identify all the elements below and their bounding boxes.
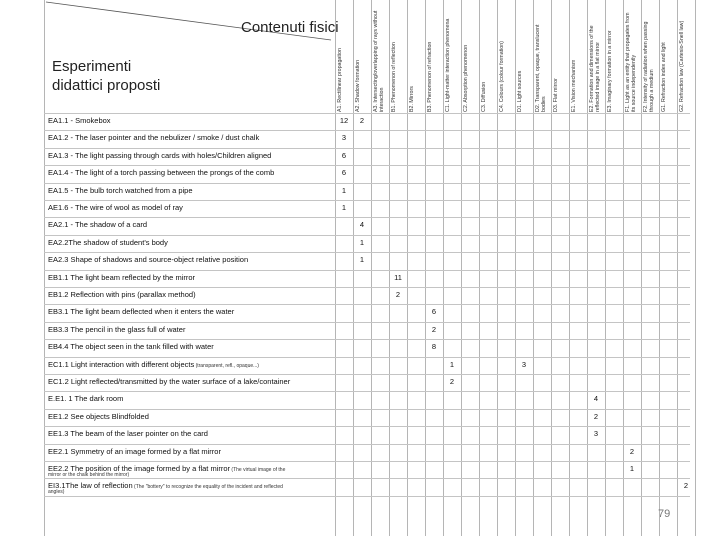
- cell-value: 2: [683, 481, 689, 491]
- grid-line-horizontal: [44, 496, 690, 497]
- experiment-name: EA1.1 - Smokebox: [48, 116, 111, 125]
- experiment-name: EE1.2 See objects Blindfolded: [48, 411, 149, 421]
- grid-line-horizontal: [44, 113, 690, 114]
- column-header: A1. Rectilinear propagation: [337, 48, 343, 112]
- grid-line-horizontal: [44, 322, 690, 323]
- column-header: A3. Intersecting/overlapping of rays without interaction: [373, 10, 385, 112]
- experiment-row-label: [48, 377, 290, 386]
- cell-value: 6: [431, 307, 437, 317]
- experiment-name: EB3.3 The pencil in the glass full of water: [48, 324, 186, 334]
- experiment-name: EB4.4 The object seen in the tank filled with water: [48, 342, 214, 352]
- grid-line-vertical: [371, 0, 372, 536]
- cell-value: 2: [431, 324, 437, 334]
- experiment-row-label: [48, 116, 111, 125]
- experiment-row-label: [48, 203, 183, 212]
- grid-line-vertical: [335, 0, 336, 536]
- column-header: F1. Light as an entity that propagates from its source independently: [625, 12, 637, 112]
- experiment-row-label: [48, 325, 185, 334]
- experiment-row-label: [48, 220, 147, 229]
- grid-line-vertical: [479, 0, 480, 536]
- cell-value: 1: [341, 203, 347, 212]
- grid-line-horizontal: [44, 444, 690, 445]
- grid-line-vertical: [605, 0, 606, 536]
- experiment-row-label: [48, 429, 208, 438]
- grid-line-horizontal: [44, 391, 690, 392]
- experiment-row-label: [48, 307, 234, 316]
- cell-value: 1: [449, 359, 455, 369]
- experiment-row-label: [48, 342, 214, 351]
- grid-line-vertical: [515, 0, 516, 536]
- grid-line-horizontal: [44, 478, 690, 479]
- column-header: C1. Light-matter interaction phenomena: [445, 18, 451, 112]
- grid-line-horizontal: [44, 287, 690, 288]
- cell-value: 2: [395, 290, 401, 299]
- experiment-name: EA2.2The shadow of student's body: [48, 237, 168, 247]
- grid-line-vertical: [407, 0, 408, 536]
- experiment-row-label: [48, 255, 248, 264]
- grid-line-horizontal: [44, 165, 690, 166]
- experiment-name: EA1.5 - The bulb torch watched from a pipe: [48, 185, 193, 195]
- grid-line-horizontal: [44, 200, 690, 201]
- column-header: C3. Diffusion: [481, 81, 487, 112]
- cell-value: 1: [359, 237, 365, 247]
- grid-line-horizontal: [44, 183, 690, 184]
- experiment-name: EB3.1 The light beam deflected when it enters the water: [48, 307, 235, 317]
- experiment-note-continuation: mirror or the chalk behind the mirror): [48, 472, 130, 478]
- experiment-row-label: [48, 412, 149, 421]
- experiment-name: AE1.6 - The wire of wool as model of ray: [48, 203, 183, 212]
- experiment-note: (transparent, refl., opaque...): [194, 362, 259, 369]
- cell-value: 2: [359, 116, 365, 125]
- experiment-name: E.E1. 1 The dark room: [48, 394, 124, 404]
- cell-value: 6: [341, 168, 347, 178]
- experiment-name: EE2.1 Symmetry of an image formed by a flat mirror: [48, 446, 221, 456]
- cell-value: 12: [339, 116, 349, 125]
- proposed-experiments-title: [52, 57, 160, 95]
- grid-line-horizontal: [44, 461, 690, 462]
- experiment-name: EA1.4 - The light of a torch passing between the prongs of the comb: [48, 168, 275, 178]
- grid-line-horizontal: [44, 252, 690, 253]
- experiment-name: EE1.3 The beam of the laser pointer on the card: [48, 429, 208, 439]
- experiment-name: EE2.2 The position of the image formed by a flat mirror: [48, 464, 231, 473]
- grid-line-vertical: [461, 0, 462, 536]
- experiment-name: EA1.3 - The light passing through cards with holes/Children aligned: [48, 150, 272, 160]
- column-header: E1. Vision mechanism: [571, 59, 577, 112]
- cell-value: 2: [449, 377, 455, 386]
- cell-value: 2: [593, 411, 599, 421]
- cell-value: 1: [629, 464, 635, 473]
- column-header: B2. Mirrors: [409, 86, 415, 112]
- grid-line-vertical: [389, 0, 390, 536]
- experiment-name: EA1.2 - The laser pointer and the nebulizer / smoke / dust chalk: [48, 133, 260, 143]
- column-header: E2. Formation and dimensions of the reflected image in a flat mirror: [589, 25, 601, 112]
- experiment-row-label: [48, 273, 195, 282]
- experiment-note: (The "bottery" to recognize the equality of the incident and reflected: [132, 484, 283, 491]
- cell-value: 4: [593, 394, 599, 404]
- experiment-row-label: [48, 481, 283, 490]
- experiment-name: EI3.1The law of reflection: [48, 481, 133, 491]
- experiment-name: EC1.2 Light reflected/transmitted by the water surface of a lake/container: [48, 377, 291, 386]
- cell-value: 3: [521, 359, 527, 369]
- cell-value: 3: [593, 429, 599, 439]
- grid-line-horizontal: [44, 270, 690, 271]
- column-header: B3. Phenomenon of refraction: [427, 41, 433, 112]
- grid-line-horizontal: [44, 235, 690, 236]
- experiment-row-label: [48, 168, 274, 177]
- column-header: C4. Colours (colour formation): [499, 41, 505, 112]
- experiment-name: EB1.1 The light beam reflected by the mirror: [48, 272, 196, 282]
- grid-line-horizontal: [44, 374, 690, 375]
- grid-line-vertical: [569, 0, 570, 536]
- grid-line-horizontal: [44, 357, 690, 358]
- grid-line-vertical: [677, 0, 678, 536]
- column-header: C2. Absorption phenomenon: [463, 44, 469, 112]
- experiment-row-label: [48, 394, 123, 403]
- column-header: F2. Intensity of radiation when passing through a medium: [643, 21, 655, 112]
- cell-value: 1: [359, 255, 365, 265]
- grid-line-vertical: [695, 0, 696, 536]
- cell-value: 3: [341, 133, 347, 143]
- grid-line-horizontal: [44, 426, 690, 427]
- column-header: G1. Refraction index and light: [661, 42, 667, 112]
- grid-line-vertical: [551, 0, 552, 536]
- grid-line-vertical: [623, 0, 624, 536]
- grid-line-vertical: [425, 0, 426, 536]
- grid-line-horizontal: [44, 217, 690, 218]
- grid-line-vertical: [497, 0, 498, 536]
- cell-value: 11: [394, 272, 402, 282]
- column-header: B1. Phenomenon of reflection: [391, 42, 397, 112]
- column-header: D1. Light sources: [517, 70, 523, 112]
- grid-line-vertical: [641, 0, 642, 536]
- column-header: D2. Transparent, opaque, translucent bodies: [535, 24, 547, 112]
- experiment-row-label: [48, 447, 221, 456]
- grid-line-vertical: [659, 0, 660, 536]
- physical-contents-title: Contenuti fisici: [241, 19, 339, 36]
- cell-value: 8: [431, 342, 437, 352]
- grid-line-vertical: [44, 0, 45, 536]
- experiment-name: EA2.1 - The shadow of a card: [48, 220, 148, 230]
- grid-line-horizontal: [44, 130, 690, 131]
- grid-line-vertical: [443, 0, 444, 536]
- experiment-name: EA2.3 Shape of shadows and source-object relative position: [48, 255, 249, 265]
- page-number: 79: [658, 508, 671, 520]
- grid-line-horizontal: [44, 304, 690, 305]
- cell-value: 2: [629, 446, 635, 456]
- grid-line-vertical: [533, 0, 534, 536]
- experiment-row-label: [48, 151, 271, 160]
- grid-line-vertical: [353, 0, 354, 536]
- column-header: E3. Imaginary formation in a mirror: [607, 30, 613, 112]
- grid-line-horizontal: [44, 148, 690, 149]
- experiment-row-label: [48, 133, 259, 142]
- experiment-row-label: [48, 360, 259, 369]
- experiment-name: EC1.1 Light interaction with different objects: [48, 359, 195, 369]
- cell-value: 6: [341, 150, 347, 160]
- column-header: D3. Flat mirror: [553, 78, 559, 112]
- cell-value: 1: [341, 185, 347, 195]
- experiment-row-label: [48, 290, 196, 299]
- proposed-experiments-title-line2: didattici proposti: [52, 77, 161, 94]
- experiment-row-label: [48, 186, 193, 195]
- grid-line-horizontal: [44, 409, 690, 410]
- proposed-experiments-title-line1: Esperimenti: [52, 58, 132, 75]
- column-header: A2. Shadow formation: [355, 59, 361, 112]
- grid-line-vertical: [587, 0, 588, 536]
- experiments-matrix-table: [44, 0, 690, 536]
- cell-value: 4: [359, 220, 365, 230]
- experiment-note-continuation: angles): [48, 489, 65, 496]
- column-header: G2. Refraction law (Cartesio-Snell law): [679, 20, 685, 112]
- grid-line-horizontal: [44, 339, 690, 340]
- experiment-note: (The virtual image of the: [230, 467, 286, 473]
- experiment-name: EB1.2 Reflection with pins (parallax method): [48, 290, 196, 299]
- experiment-row-label: [48, 238, 168, 247]
